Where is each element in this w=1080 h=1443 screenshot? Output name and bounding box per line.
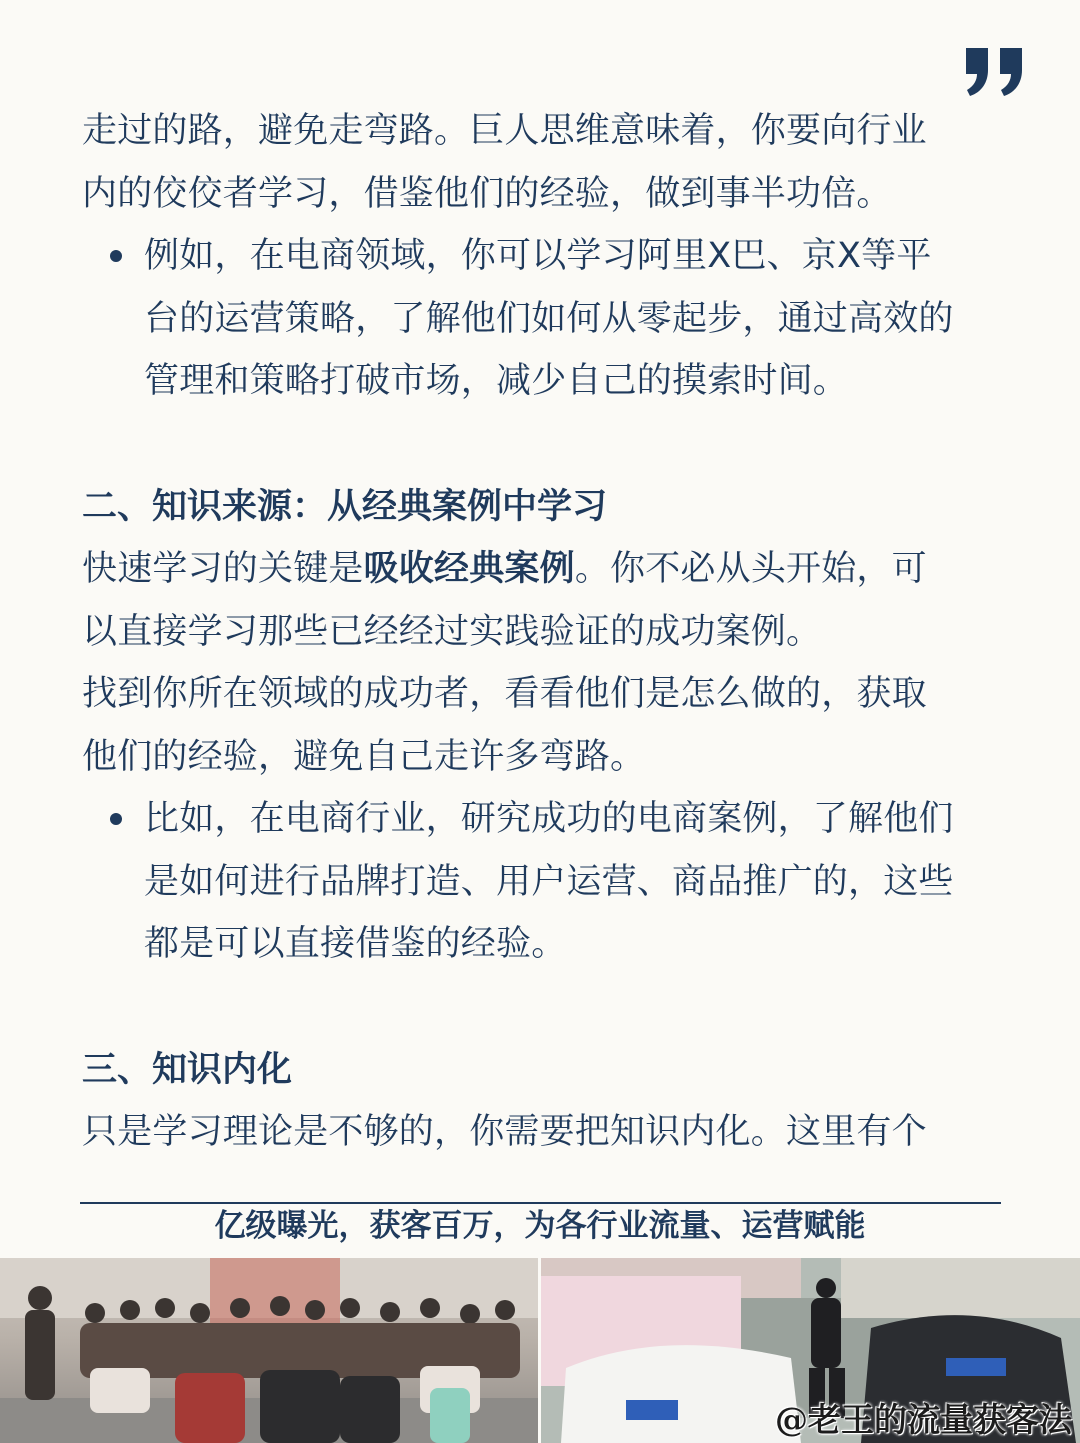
bullet-line: 管理和策略打破市场，减少自己的摸索时间。 [144,361,849,401]
article-body [82,100,1012,1164]
bullet-line: 比如，在电商行业，研究成功的电商案例，了解他们 [144,799,954,839]
bold-text: 吸收经典案例 [363,549,575,589]
paragraph-line: 他们的经验，避免自己走许多弯路。 [82,736,646,777]
bullet-line: 例如，在电商领域，你可以学习阿里X巴、京X等平 [144,236,932,276]
bullet-dot-icon [110,813,122,825]
intro-line: 内的佼佼者学习，借鉴他们的经验，做到事半功倍。 [82,173,892,214]
intro-line: 走过的路，避免走弯路。巨人思维意味着，你要向行业 [82,111,927,151]
bullet-dot-icon [110,250,122,262]
bullet-item-case [82,788,1012,976]
text-span: 。你不必从头开始，可 [574,549,927,589]
section-heading-2: 二、知识来源：从经典案例中学习 [82,486,608,527]
footer-slogan: 亿级曝光，获客百万，为各行业流量、运营赋能 [214,1208,866,1244]
paragraph-line: 找到你所在领域的成功者，看看他们是怎么做的，获取 [82,674,927,714]
team-photo [0,1258,538,1443]
section-heading-3: 三、知识内化 [82,1049,293,1090]
paragraph-line [82,538,1012,601]
quote-mark-icon [962,48,1026,96]
bullet-line: 都是可以直接借鉴的经验。 [144,924,567,964]
paragraph-line: 只是学习理论是不够的，你需要把知识内化。这里有个 [82,1112,927,1152]
bullet-line: 是如何进行品牌打造、用户运营、商品推广的，这些 [144,861,954,902]
bullet-line: 台的运营策略，了解他们如何从零起步，通过高效的 [144,298,954,339]
author-watermark: @老王的流量获客法 [775,1400,1072,1439]
text-span: 快速学习的关键是 [82,549,364,589]
paragraph-line: 以直接学习那些已经经过实践验证的成功案例。 [82,611,822,652]
bullet-item-example [82,225,1012,413]
